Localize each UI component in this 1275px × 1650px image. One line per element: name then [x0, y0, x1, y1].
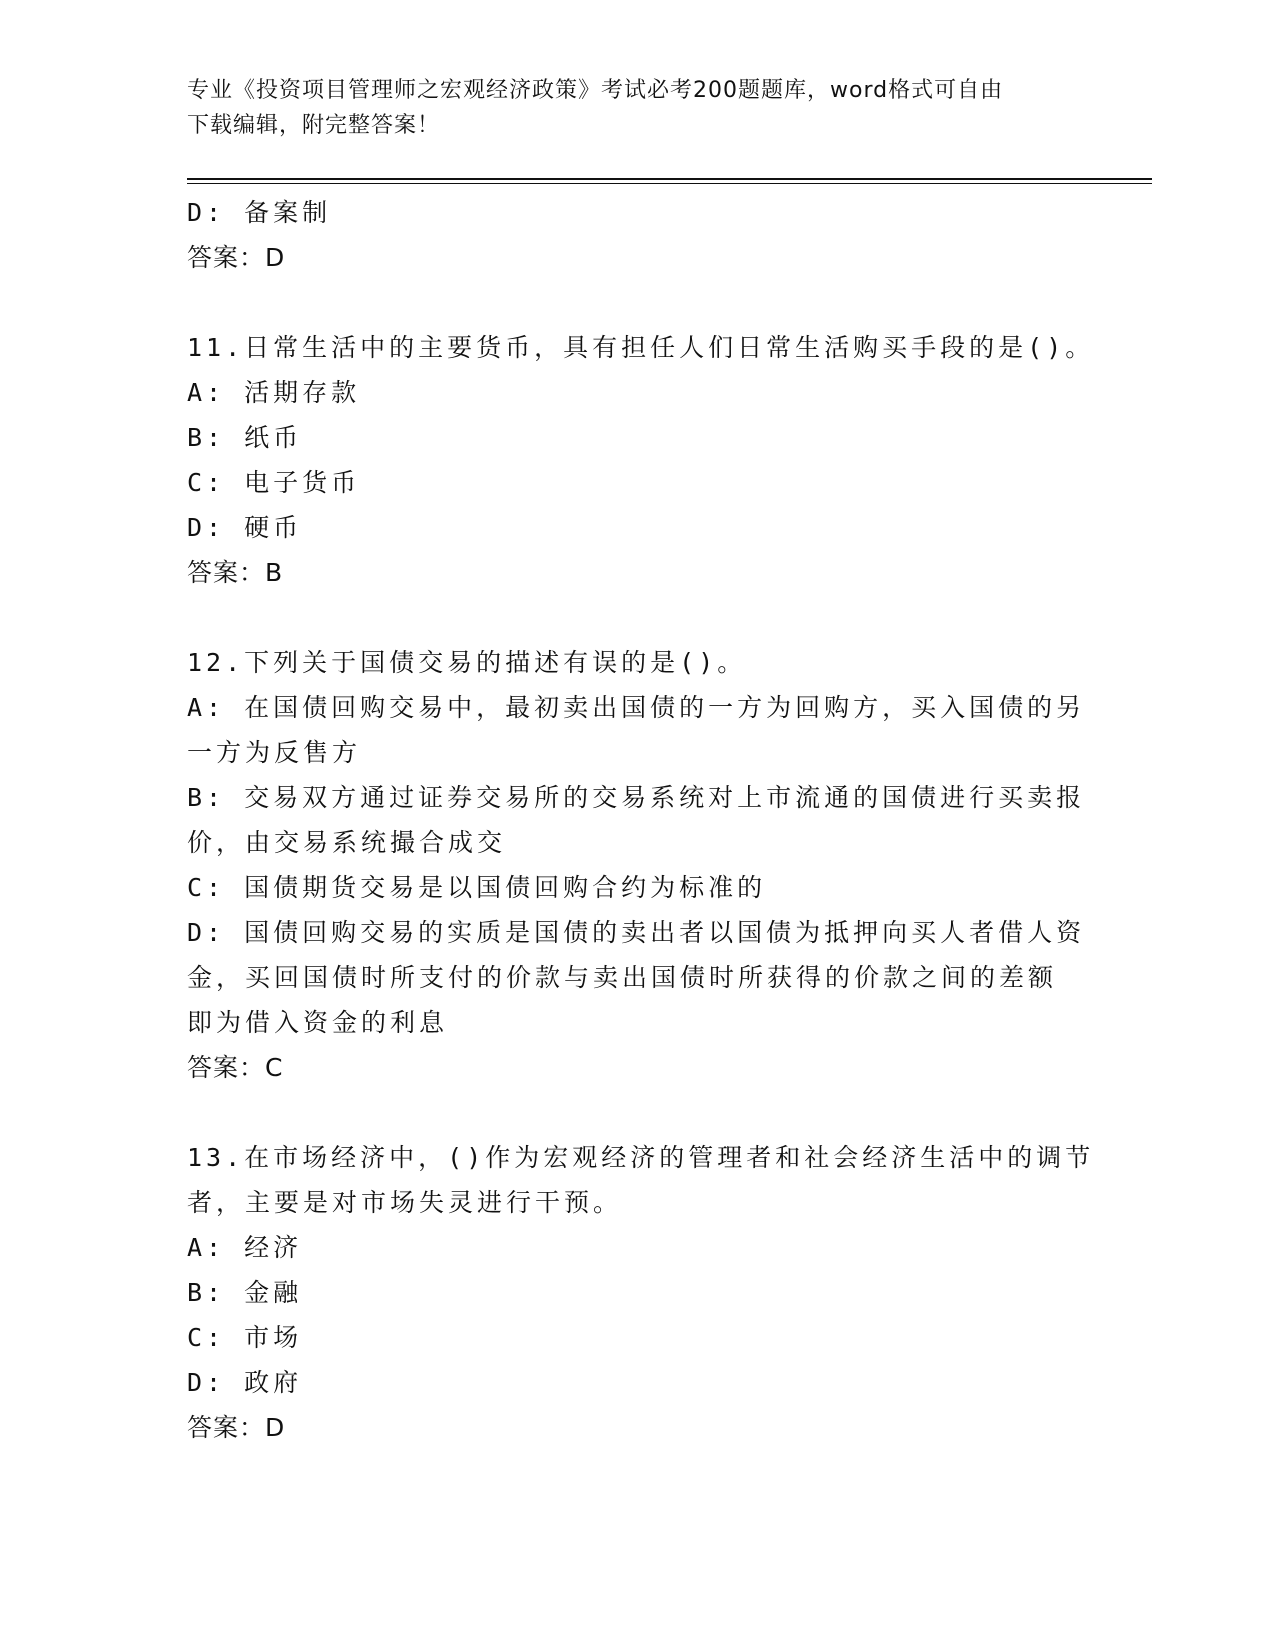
spacer [187, 1090, 1092, 1135]
question-block [187, 325, 1095, 595]
header-rule-thick [187, 178, 1152, 180]
option-b: B: 纸币 [187, 423, 303, 452]
option-c: C: 国债期货交易是以国债回购合约为标准的 [187, 873, 767, 902]
answer-line: 答案：D [187, 243, 286, 272]
answer-line: 答案：B [187, 558, 284, 587]
option-d: D: 国债回购交易的实质是国债的卖出者以国债为抵押向买人者借人资 [187, 918, 1086, 947]
question-block [187, 640, 1092, 1090]
question-stem: 13.在市场经济中，()作为宏观经济的管理者和社会经济生活中的调节 [187, 1143, 1095, 1172]
option-d: D: 政府 [187, 1368, 303, 1397]
option-d-continued: 金，买回国债时所支付的价款与卖出国债时所获得的价款之间的差额 [187, 963, 1058, 992]
spacer [187, 280, 1092, 325]
option-b: B: 交易双方通过证券交易所的交易系统对上市流通的国债进行买卖报 [187, 783, 1086, 812]
document-header [187, 73, 1087, 143]
option-a: A: 在国债回购交易中，最初卖出国债的一方为回购方，买入国债的另 [187, 693, 1086, 722]
option-b: B: 金融 [187, 1278, 303, 1307]
option-a: A: 经济 [187, 1233, 303, 1262]
option-d: D: 备案制 [187, 198, 332, 227]
header-line-1: 专业《投资项目管理师之宏观经济政策》考试必考200题题库，word格式可自由 [187, 78, 1004, 103]
question-stem: 11.日常生活中的主要货币，具有担任人们日常生活购买手段的是()。 [187, 333, 1095, 362]
option-a-continued: 一方为反售方 [187, 738, 362, 767]
option-c: C: 电子货币 [187, 468, 361, 497]
question-block [187, 1135, 1095, 1450]
answer-line: 答案：D [187, 1413, 286, 1442]
option-c: C: 市场 [187, 1323, 303, 1352]
question-stem: 12.下列关于国债交易的描述有误的是()。 [187, 648, 747, 677]
option-d-continued: 即为借入资金的利息 [187, 1008, 449, 1037]
header-rule-thin [187, 183, 1152, 184]
question-list [187, 190, 1095, 1450]
option-b-continued: 价，由交易系统撮合成交 [187, 828, 507, 857]
answer-line: 答案：C [187, 1053, 284, 1082]
option-d: D: 硬币 [187, 513, 303, 542]
option-a: A: 活期存款 [187, 378, 361, 407]
header-line-2: 下载编辑，附完整答案！ [187, 113, 441, 138]
question-block [187, 190, 1092, 280]
spacer [187, 595, 1092, 640]
question-stem-continued: 者，主要是对市场失灵进行干预。 [187, 1188, 623, 1217]
